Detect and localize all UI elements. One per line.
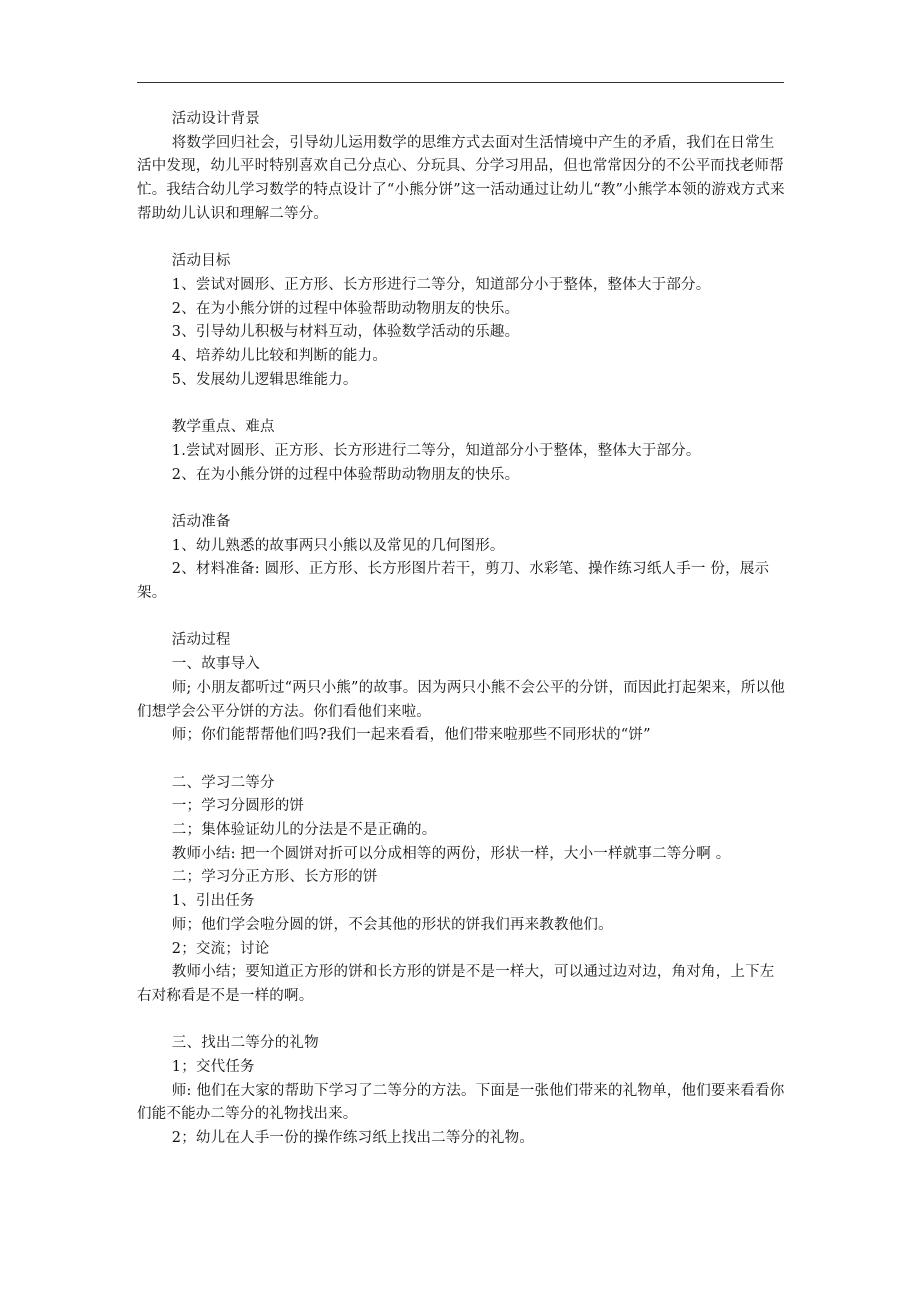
process-line: 2；交流；讨论 xyxy=(171,940,270,957)
process-line: 师: 他们在大家的帮助下学习了二等分的方法。下面是一张他们带来的礼物单，他们要来看看你们能不能办二等分的礼物找出来。 xyxy=(137,1082,785,1123)
process-part-title: 二、学习二等分 xyxy=(171,774,275,791)
background-paragraph: 将数学回归社会，引导幼儿运用数学的思维方式去面对生活情境中产生的矛盾，我们在日常生活中发现，幼儿平时特别喜欢自己分点心、分玩具、分学习用品，但也常常因分的不公平而找老师帮忙。我结合幼儿学习数学的特点设计了“小熊分饼”这一活动通过让幼儿“教”小熊学本领的游戏方式来帮助幼儿认识和理解二等分。 xyxy=(137,134,785,222)
process-line: 1；交代任务 xyxy=(171,1059,255,1076)
goal-item: 2、在为小熊分饼的过程中体验帮助动物朋友的快乐。 xyxy=(171,300,520,317)
section-heading-process: 活动过程 xyxy=(171,632,231,649)
section-heading-preparation: 活动准备 xyxy=(171,513,231,530)
process-line: 二；集体验证幼儿的分法是不是正确的。 xyxy=(171,822,437,839)
process-line: 师；他们学会啦分圆的饼，不会其他的形状的饼我们再来教教他们。 xyxy=(171,916,613,933)
header-rule xyxy=(137,82,784,83)
spacer xyxy=(137,487,787,511)
process-line: 二；学习分正方形、长方形的饼 xyxy=(171,869,378,886)
goal-item: 5、发展幼儿逻辑思维能力。 xyxy=(171,371,358,388)
goal-item: 1、尝试对圆形、正方形、长方形进行二等分，知道部分小于整体，整体大于部分。 xyxy=(171,276,711,293)
section-heading-goals: 活动目标 xyxy=(171,253,231,270)
spacer xyxy=(137,392,787,416)
section-heading-key-points: 教学重点、难点 xyxy=(171,419,275,436)
goal-item: 4、培养幼儿比较和判断的能力。 xyxy=(171,348,388,365)
process-line: 师；你们能帮帮他们吗?我们一起来看看，他们带来啦那些不同形状的“饼” xyxy=(171,727,651,744)
section-heading-background: 活动设计背景 xyxy=(171,111,260,127)
key-point-item: 1.尝试对圆形、正方形、长方形进行二等分，知道部分小于整体，整体大于部分。 xyxy=(171,442,701,459)
process-line: 1、引出任务 xyxy=(171,893,255,910)
spacer xyxy=(137,606,787,630)
spacer xyxy=(137,1009,787,1033)
process-line: 一；学习分圆形的饼 xyxy=(171,798,305,815)
process-line: 2；幼儿在人手一份的操作练习纸上找出二等分的礼物。 xyxy=(171,1130,535,1147)
goal-item: 3、引导幼儿积极与材料互动，体验数学活动的乐趣。 xyxy=(171,324,520,341)
preparation-item: 2、材料准备: 圆形、正方形、长方形图片若干，剪刀、水彩笔、操作练习纸人手一 份，展示架。 xyxy=(137,561,770,602)
process-part-title: 一、故事导入 xyxy=(171,656,260,673)
process-line: 教师小结；要知道正方形的饼和长方形的饼是不是一样大，可以通过边对边，角对角，上下左右对称看是不是一样的啊。 xyxy=(137,964,775,1004)
key-point-item: 2、在为小熊分饼的过程中体验帮助动物朋友的快乐。 xyxy=(171,466,520,483)
document-body xyxy=(137,108,787,1151)
process-part-title: 三、找出二等分的礼物 xyxy=(171,1035,319,1052)
spacer xyxy=(137,227,787,251)
preparation-item: 1、幼儿熟悉的故事两只小熊以及常见的几何图形。 xyxy=(171,537,505,554)
process-line: 师; 小朋友都听过“两只小熊”的故事。因为两只小熊不会公平的分饼，而因此打起架来，所以他们想学会公平分饼的方法。你们看他们来啦。 xyxy=(137,679,785,720)
process-line: 教师小结: 把一个圆饼对折可以分成相等的两份，形状一样，大小一样就事二等分啊 。 xyxy=(171,845,731,862)
spacer xyxy=(137,748,787,772)
